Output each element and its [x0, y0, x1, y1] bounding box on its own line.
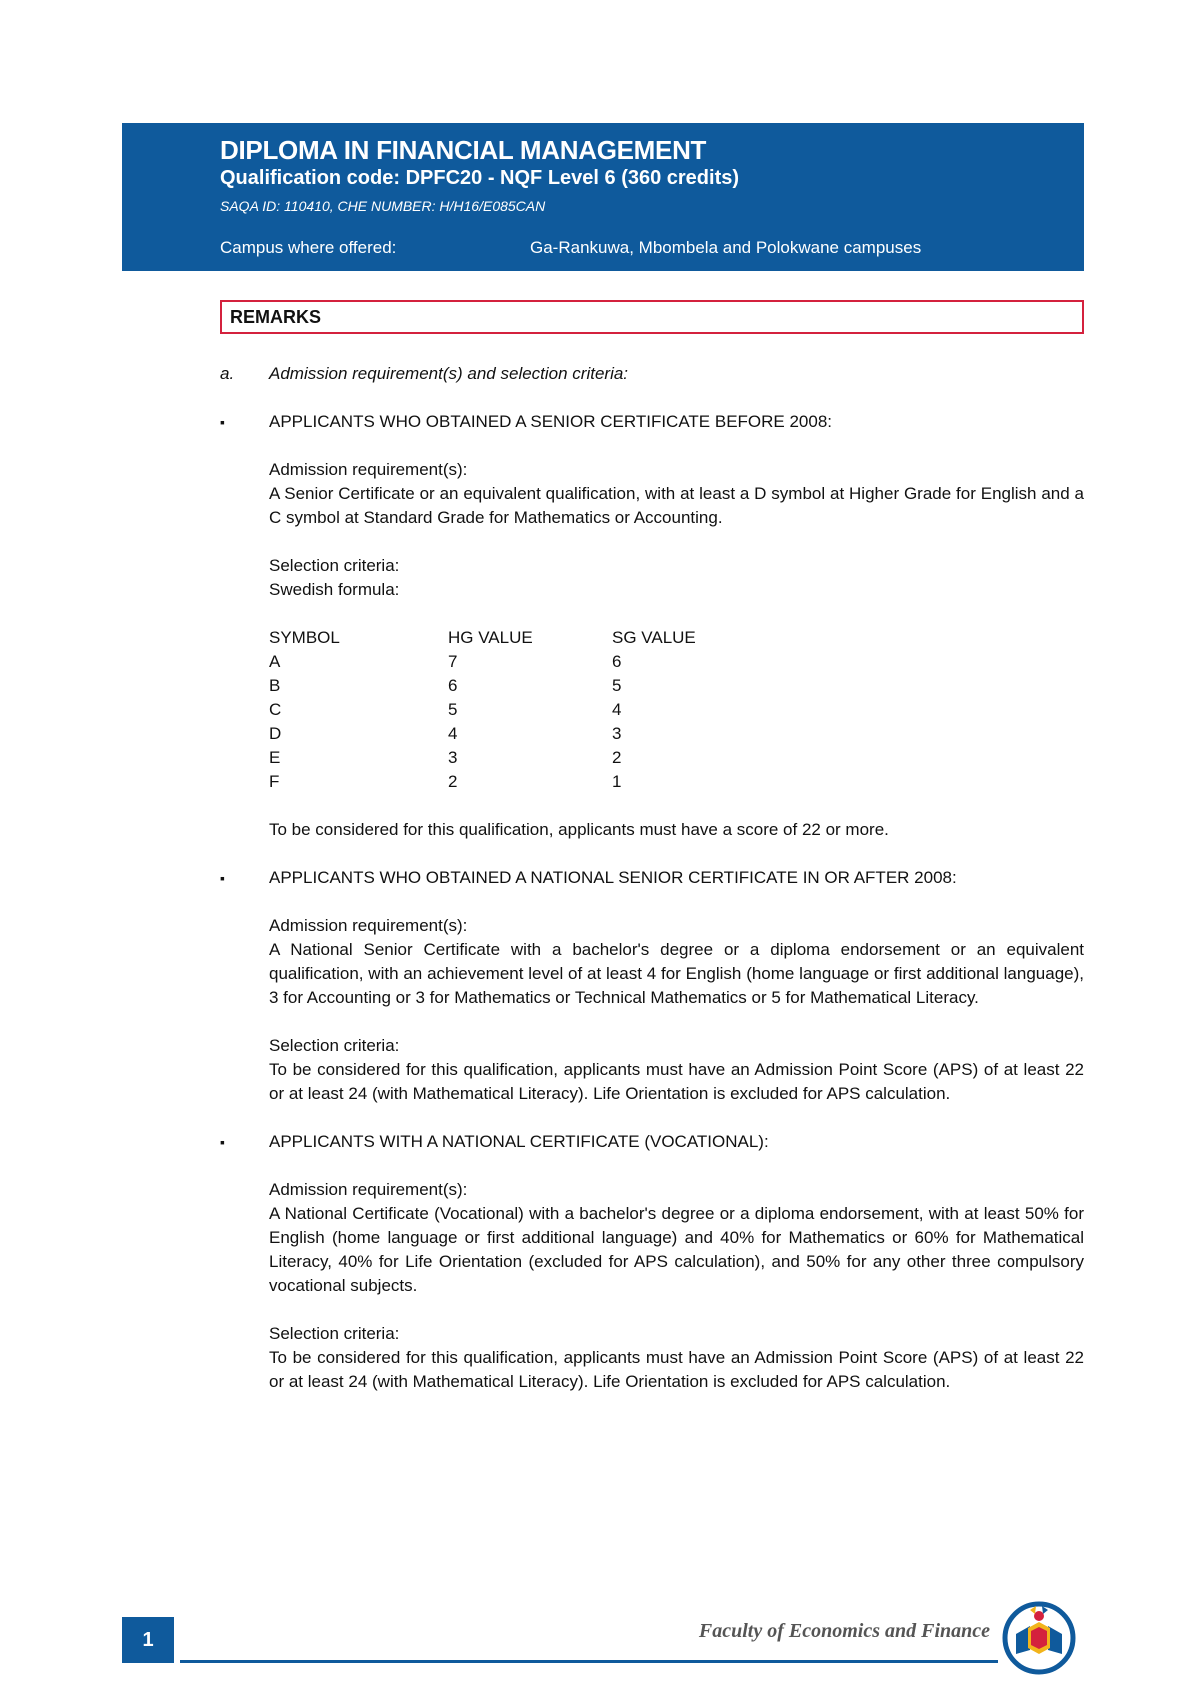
admission-label: Admission requirement(s):	[269, 916, 468, 935]
selection-text: To be considered for this qualification, applicants must have an Admission Point Score (APS) of at least 22 or at least 24 (with Mathematical Literacy). Life Orientation is excluded for APS calculation.	[269, 1060, 1084, 1103]
applicant-group-national-certificate-vocational	[220, 1130, 1084, 1394]
table-cell: 4	[612, 700, 622, 719]
table-row	[269, 746, 696, 770]
university-logo-icon	[1000, 1598, 1078, 1676]
table-header-row	[269, 626, 696, 650]
qualification-title: DIPLOMA IN FINANCIAL MANAGEMENT	[220, 135, 707, 165]
selection-label: Selection criteria:	[269, 1324, 400, 1343]
applicant-group-senior-certificate	[220, 410, 1084, 842]
applicant-group-national-senior-certificate	[220, 866, 1084, 1106]
table-cell: 6	[612, 652, 622, 671]
group-heading: APPLICANTS WHO OBTAINED A SENIOR CERTIFICATE BEFORE 2008:	[269, 412, 833, 431]
table-row	[269, 770, 696, 794]
faculty-name: Faculty of Economics and Finance	[698, 1620, 990, 1642]
table-cell: 2	[448, 772, 458, 791]
table-cell: 3	[448, 748, 458, 767]
section-a-heading: Admission requirement(s) and selection criteria:	[269, 364, 629, 383]
table-header: HG VALUE	[448, 628, 533, 647]
admission-text: A National Certificate (Vocational) with a bachelor's degree or a diploma endorsement, with at least 50% for English (home language or first additional language) and 40% for Mathematics or 60% for Mathematical Literacy, 40% for Life Orientation (excluded for APS calculation), and 50% for any other three compulsory vocational subjects.	[269, 1204, 1084, 1295]
remarks-content	[220, 362, 1084, 1394]
table-cell: 5	[448, 700, 458, 719]
table-cell: D	[269, 724, 282, 743]
table-cell: 6	[448, 676, 458, 695]
table-header: SG VALUE	[612, 628, 696, 647]
swedish-formula-table	[269, 626, 696, 794]
table-cell: 2	[612, 748, 622, 767]
formula-label: Swedish formula:	[269, 580, 400, 599]
section-a-marker: a.	[220, 364, 235, 383]
selection-text: To be considered for this qualification, applicants must have an Admission Point Score (APS) of at least 22 or at least 24 (with Mathematical Literacy). Life Orientation is excluded for APS calculation.	[269, 1348, 1084, 1391]
section-a	[220, 362, 1084, 386]
table-cell: 4	[448, 724, 458, 743]
admission-text: A National Senior Certificate with a bachelor's degree or a diploma endorsement or an equivalent qualification, with an achievement level of at least 4 for English (home language or first additional language), 3 for Accounting or 3 for Mathematics or Technical Mathematics or 5 for Mathematical Literacy.	[269, 940, 1084, 1007]
admission-text: A Senior Certificate or an equivalent qualification, with at least a D symbol at Higher Grade for English and a C symbol at Standard Grade for Mathematics or Accounting.	[269, 484, 1084, 527]
table-cell: E	[269, 748, 281, 767]
bullet-icon: ▪	[220, 870, 225, 886]
bullet-icon: ▪	[220, 1134, 225, 1150]
footer-rule	[180, 1660, 998, 1663]
table-header: SYMBOL	[269, 628, 340, 647]
bullet-icon: ▪	[220, 414, 225, 430]
selection-label: Selection criteria:	[269, 1036, 400, 1055]
table-row	[269, 674, 696, 698]
table-row	[269, 698, 696, 722]
table-row	[269, 722, 696, 746]
table-cell: 1	[612, 772, 622, 791]
table-cell: C	[269, 700, 282, 719]
table-cell: 3	[612, 724, 622, 743]
table-cell: 5	[612, 676, 622, 695]
campus-row	[220, 238, 921, 258]
table-cell: 7	[448, 652, 458, 671]
table-row	[269, 650, 696, 674]
table-cell: F	[269, 772, 280, 791]
group-heading: APPLICANTS WITH A NATIONAL CERTIFICATE (VOCATIONAL):	[269, 1132, 769, 1151]
campus-label: Campus where offered:	[220, 238, 397, 257]
group-heading: APPLICANTS WHO OBTAINED A NATIONAL SENIOR CERTIFICATE IN OR AFTER 2008:	[269, 868, 957, 887]
admission-label: Admission requirement(s):	[269, 1180, 468, 1199]
saqa-che-number: SAQA ID: 110410, CHE NUMBER: H/H16/E085CAN	[220, 198, 546, 214]
campus-value: Ga-Rankuwa, Mbombela and Polokwane campuses	[530, 238, 922, 257]
qualification-header	[122, 123, 1084, 271]
table-cell: A	[269, 652, 281, 671]
selection-label: Selection criteria:	[269, 556, 400, 575]
admission-label: Admission requirement(s):	[269, 460, 468, 479]
qualification-code: Qualification code: DPFC20 - NQF Level 6 (360 credits)	[220, 167, 740, 189]
remarks-box: REMARKS	[220, 300, 1084, 334]
table-cell: B	[269, 676, 281, 695]
page-number: 1	[122, 1617, 174, 1663]
score-text: To be considered for this qualification, applicants must have a score of 22 or more.	[269, 820, 889, 839]
